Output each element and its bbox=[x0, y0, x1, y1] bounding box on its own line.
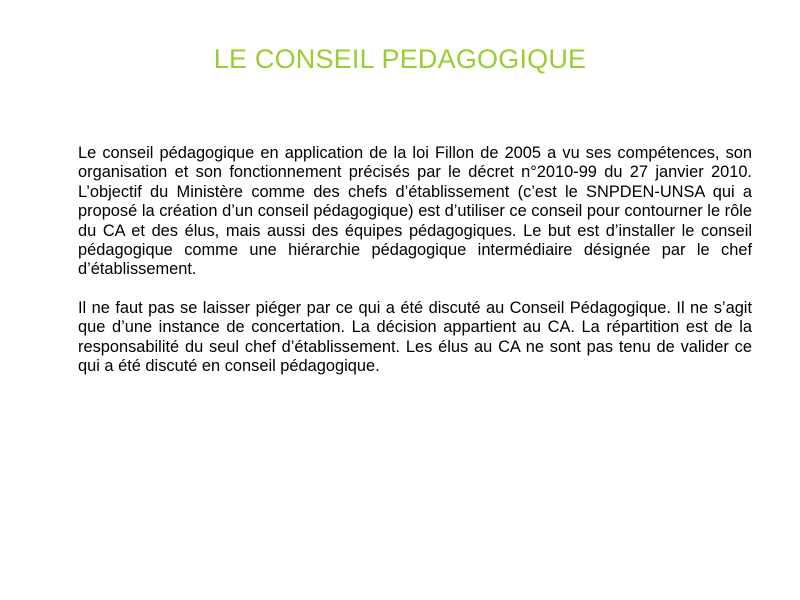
slide-title: LE CONSEIL PEDAGOGIQUE bbox=[213, 44, 587, 74]
paragraph-1: Le conseil pédagogique en application de la loi Fillon de 2005 a vu ses compétences, son organisation et son fonctionnement précisés par le décret n°2010-99 du 27 janvier 2010. L’objectif du Ministère comme des chefs d’établissement (c’est le SNPDEN-UNSA qui a proposé la création d’un conseil pédagogique) est d’utiliser ce conseil pour contourner le rôle du CA et des élus, mais aussi des équipes pédagogiques. Le but est d’installer le conseil pédagogique comme une hiérarchie pédagogique intermédiaire désignée par le chef d’établissement. bbox=[78, 144, 752, 279]
paragraph-2: Il ne faut pas se laisser piéger par ce qui a été discuté au Conseil Pédagogique. Il ne s’agit que d’une instance de concertation. La décision appartient au CA. La répartition est de la responsabilité du seul chef d’établissement. Les élus au CA ne sont pas tenu de valider ce qui a été discuté en conseil pédagogique. bbox=[78, 298, 752, 376]
slide-body bbox=[78, 144, 752, 395]
